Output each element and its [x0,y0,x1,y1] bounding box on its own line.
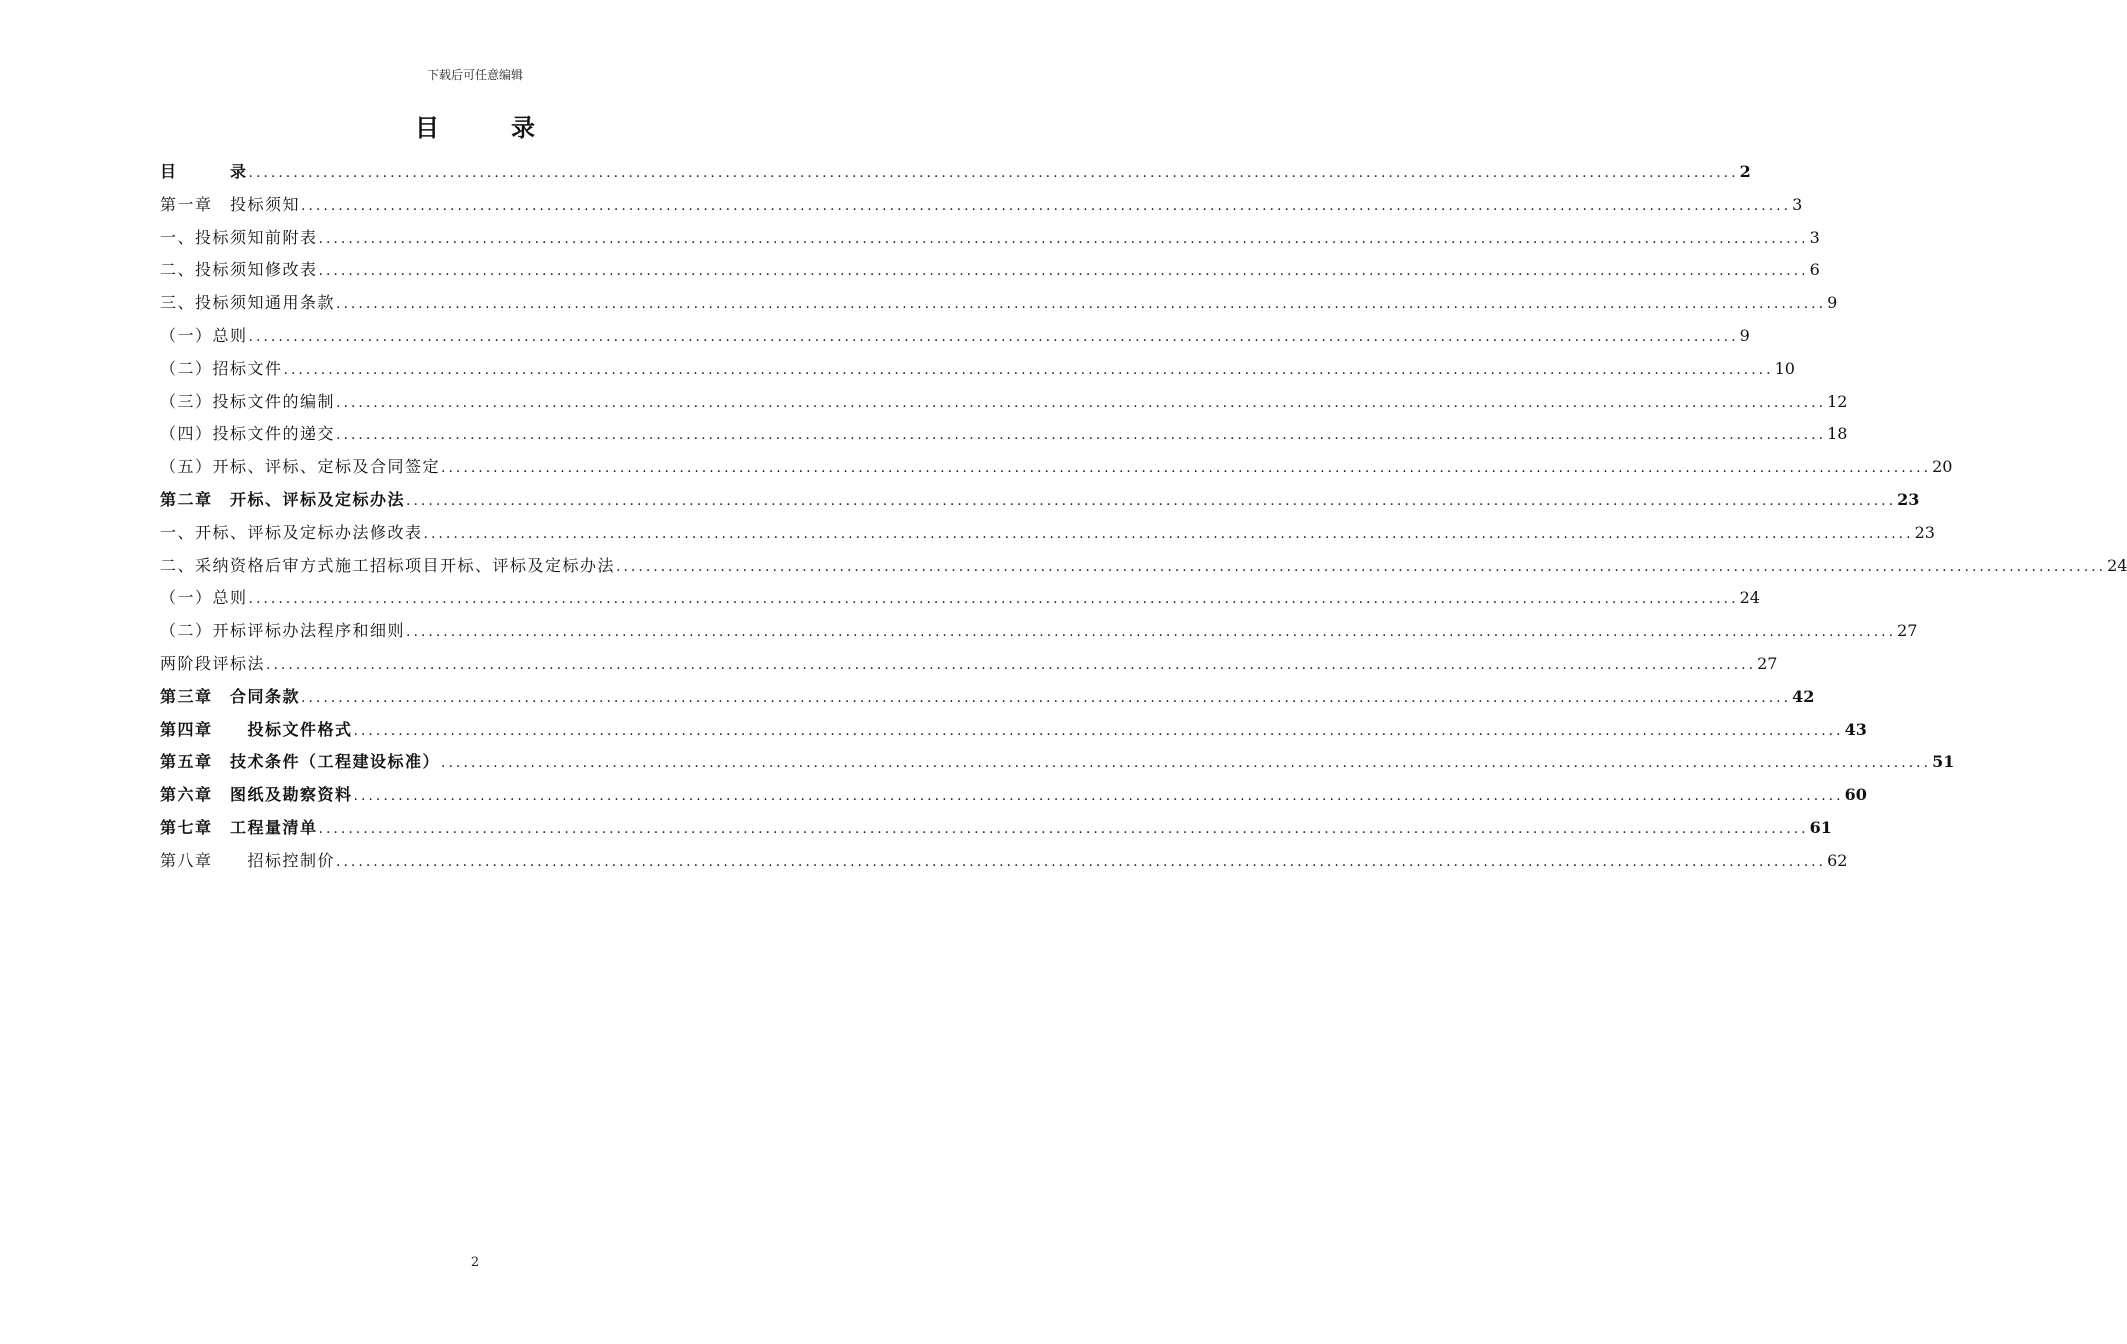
toc-dot-leader: ........................................................................................................................................................................................................ [248,165,1739,181]
toc-entry[interactable] [160,254,1820,287]
toc-dot-leader: ........................................................................................................................................................................................................ [406,492,1897,509]
toc-dot-leader: ........................................................................................................................................................................................................ [353,722,1844,739]
toc-entry-page: 42 [1792,686,1815,706]
toc-entry[interactable] [160,714,1867,747]
toc-entry-label: （四）投标文件的递交 [160,424,336,444]
toc-entry-page: 3 [1792,194,1803,214]
toc-dot-leader: ........................................................................................................................................................................................................ [283,361,1774,378]
toc-entry-label: 第六章 图纸及勘察资料 [160,785,353,805]
toc-entry[interactable] [160,779,1867,812]
page-header-note: 下载后可任意编辑 [426,68,523,82]
toc-entry[interactable] [160,222,1820,255]
toc-dot-leader: ........................................................................................................................................................................................................ [266,656,1757,673]
toc-dot-leader: ........................................................................................................................................................................................................ [301,689,1792,706]
toc-entry-label: 两阶段评标法 [160,653,266,673]
toc-entry-page: 10 [1774,358,1795,378]
toc-entry-page: 9 [1827,293,1838,313]
toc-entry-label: 第七章 工程量清单 [160,817,318,837]
toc-entry[interactable] [160,681,1815,714]
toc-entry[interactable] [160,550,2127,583]
toc-entry-label: 第五章 技术条件（工程建设标准） [160,752,441,772]
toc-entry-label: （一）总则 [160,588,248,608]
toc-dot-leader: ........................................................................................................................................................................................................ [406,624,1897,641]
toc-dot-leader: ........................................................................................................................................................................................................ [336,853,1827,870]
toc-dot-leader: ........................................................................................................................................................................................................ [336,427,1827,444]
toc-entry-page: 23 [1897,489,1920,509]
toc-entry-label: （一）总则 [160,325,248,345]
toc-entry-page: 60 [1844,785,1867,805]
toc-dot-leader: ........................................................................................................................................................................................................ [301,197,1792,214]
toc-dot-leader: ........................................................................................................................................................................................................ [336,394,1827,411]
toc-entry[interactable] [160,287,1838,320]
toc-dot-leader: ........................................................................................................................................................................................................ [441,755,1932,772]
toc-entry[interactable] [160,746,1955,779]
toc-entry-label: 第四章 投标文件格式 [160,719,353,739]
toc-entry[interactable] [160,156,1751,189]
toc-entry-page: 24 [1739,588,1760,608]
toc-entry-page: 20 [1932,457,1953,477]
toc-entry-page: 3 [1809,227,1820,247]
toc-entry-label: 三、投标须知通用条款 [160,293,336,313]
toc-entry-page: 62 [1827,850,1848,870]
toc-entry-page: 12 [1827,391,1848,411]
toc-entry-label: 第三章 合同条款 [160,686,301,706]
toc-entry-page: 27 [1897,621,1918,641]
toc-entry-page: 27 [1757,653,1778,673]
toc-dot-leader: ........................................................................................................................................................................................................ [318,230,1809,247]
toc-entry-page: 6 [1809,260,1820,280]
toc-entry[interactable] [160,648,1778,681]
toc-dot-leader: ........................................................................................................................................................................................................ [616,558,2107,575]
toc-entry-label: 一、投标须知前附表 [160,227,318,247]
toc-entry-page: 61 [1809,817,1832,837]
toc-entry[interactable] [160,189,1803,222]
toc-dot-leader: ........................................................................................................................................................................................................ [318,263,1809,280]
toc-entry-label: （五）开标、评标、定标及合同签定 [160,457,441,477]
toc-entry[interactable] [160,484,1920,517]
toc-entry[interactable] [160,386,1848,419]
toc-entry-label: 第二章 开标、评标及定标办法 [160,489,406,509]
toc-entry-label: 二、投标须知修改表 [160,260,318,280]
toc-entry[interactable] [160,615,1918,648]
toc-entry-label: 第一章 投标须知 [160,194,301,214]
toc-dot-leader: ........................................................................................................................................................................................................ [248,328,1739,345]
table-of-contents [160,156,2127,878]
toc-dot-leader: ........................................................................................................................................................................................................ [441,460,1932,477]
toc-dot-leader: ........................................................................................................................................................................................................ [336,296,1827,313]
toc-dot-leader: ........................................................................................................................................................................................................ [248,591,1739,608]
toc-entry-label: （二）招标文件 [160,358,283,378]
toc-entry-page: 51 [1932,752,1955,772]
toc-entry[interactable] [160,517,1935,550]
toc-entry-page: 18 [1827,424,1848,444]
toc-entry-label: 目 录 [160,162,248,181]
toc-dot-leader: ........................................................................................................................................................................................................ [318,820,1809,837]
toc-entry[interactable] [160,418,1848,451]
toc-entry-page: 24 [2107,555,2127,575]
toc-dot-leader: ........................................................................................................................................................................................................ [423,525,1914,542]
toc-entry[interactable] [160,812,1832,845]
toc-entry-label: 一、开标、评标及定标办法修改表 [160,522,423,542]
page-number: 2 [470,1255,480,1270]
toc-entry-label: 二、采纳资格后审方式施工招标项目开标、评标及定标办法 [160,555,616,575]
page-title: 目录 [415,113,607,142]
toc-entry[interactable] [160,451,1953,484]
toc-entry[interactable] [160,582,1760,615]
toc-entry-page: 23 [1914,522,1935,542]
toc-entry-page: 2 [1739,162,1751,181]
toc-entry-page: 9 [1739,325,1750,345]
toc-entry-label: 第八章 招标控制价 [160,850,336,870]
toc-entry-page: 43 [1844,719,1867,739]
toc-entry-label: （二）开标评标办法程序和细则 [160,621,406,641]
toc-entry-label: （三）投标文件的编制 [160,391,336,411]
toc-entry[interactable] [160,845,1848,878]
toc-entry[interactable] [160,353,1795,386]
toc-dot-leader: ........................................................................................................................................................................................................ [353,788,1844,805]
toc-entry[interactable] [160,320,1750,353]
